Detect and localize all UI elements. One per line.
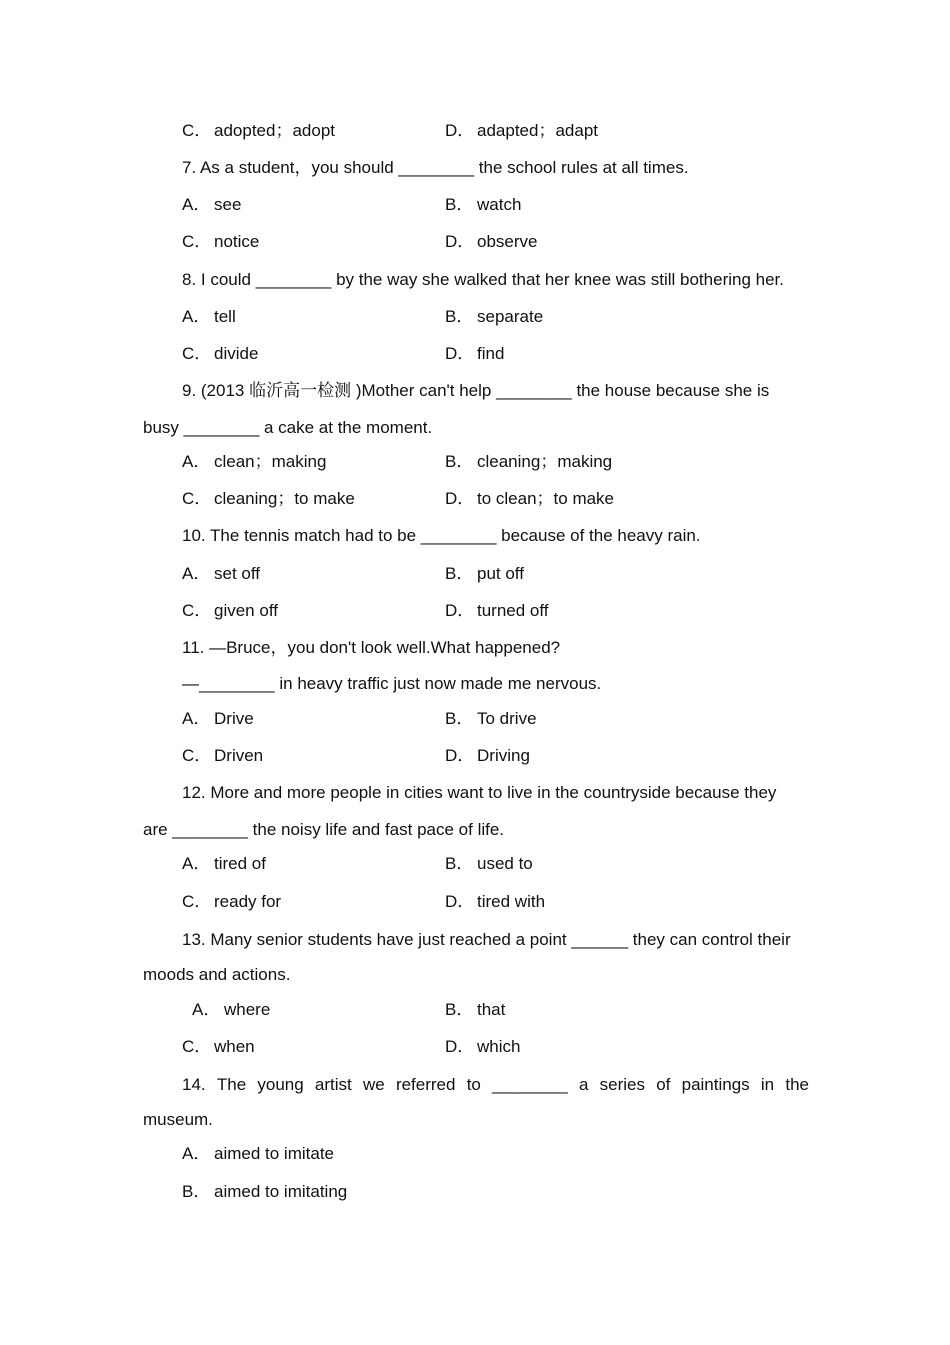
stem-word: 14. [182,1075,206,1094]
option-row [0,564,950,584]
stem-word: series [599,1075,645,1094]
option-d: D． adapted；adapt [445,121,598,140]
option-d: D． Driving [445,746,530,765]
option-b: B． used to [445,854,533,873]
option-d: D． which [445,1037,521,1056]
option-c: C． when [182,1037,255,1056]
stem-word: we [362,1075,385,1094]
option-row [0,1144,950,1164]
option-row [0,489,950,509]
option-b: B． put off [445,564,524,583]
option-d: D． turned off [445,601,549,620]
option-b: B． separate [445,307,544,326]
option-c: C． cleaning；to make [182,489,355,508]
option-a: A． tired of [182,854,266,873]
option-row [0,232,950,252]
question-12-stem-continued: are ________ the noisy life and fast pace of life. [143,820,505,839]
option-row [0,854,950,874]
option-a: A． see [182,195,242,214]
option-d: D． tired with [445,892,546,911]
option-a: A． Drive [182,709,254,728]
answer-blank: ________ [492,1075,568,1094]
option-row [0,121,950,141]
option-b: B． To drive [445,709,537,728]
stem-word: artist [314,1075,352,1094]
option-row [0,709,950,729]
option-row [0,746,950,766]
question-12-stem: 12. More and more people in cities want to live in the countryside because they [182,783,777,802]
question-9-stem-continued: busy ________ a cake at the moment. [143,418,433,437]
stem-word: paintings [681,1075,750,1094]
option-row [0,344,950,364]
option-row [0,892,950,912]
stem-word: referred [395,1075,456,1094]
stem-word: young [257,1075,304,1094]
option-b: B． watch [445,195,522,214]
option-c: C． notice [182,232,260,251]
stem-word: to [466,1075,481,1094]
option-row [0,452,950,472]
question-11-stem: 11. —Bruce，you don't look well.What happened? [182,638,561,657]
stem-word: of [656,1075,671,1094]
question-8-stem: 8. I could ________ by the way she walked that her knee was still bothering her. [182,270,784,289]
stem-word: a [578,1075,589,1094]
question-11-stem-continued: —________ in heavy traffic just now made me nervous. [182,674,602,693]
option-b: B． that [445,1000,506,1019]
question-13-stem-continued: moods and actions. [143,965,291,984]
option-b: B． cleaning；making [445,452,613,471]
option-a: A． tell [182,307,236,326]
question-14-stem-continued: museum. [143,1110,213,1129]
option-row [0,307,950,327]
option-a: A． aimed to imitate [182,1144,334,1163]
option-b: B． aimed to imitating [182,1182,348,1201]
question-10-stem: 10. The tennis match had to be ________ because of the heavy rain. [182,526,701,545]
option-row [0,1037,950,1057]
option-c: C． ready for [182,892,282,911]
option-c: C． given off [182,601,278,620]
option-row [0,1182,950,1202]
option-row [0,601,950,621]
option-row [0,195,950,215]
stem-word: the [785,1075,809,1094]
question-7-stem: 7. As a student，you should ________ the school rules at all times. [182,158,689,177]
option-a: A． where [192,1000,271,1019]
option-a: A． set off [182,564,260,583]
option-d: D． find [445,344,505,363]
question-13-stem: 13. Many senior students have just reached a point ______ they can control their [182,930,791,949]
option-c: C． divide [182,344,259,363]
stem-word: The [216,1075,247,1094]
stem-word: in [760,1075,775,1094]
option-d: D． observe [445,232,538,251]
option-a: A． clean；making [182,452,327,471]
question-9-stem: 9. (2013 临沂高一检测 )Mother can't help ________ the house because she is [182,381,770,400]
option-c: C． Driven [182,746,264,765]
question-14-stem [182,1075,809,1095]
option-d: D． to clean；to make [445,489,615,508]
option-c: C． adopted；adopt [182,121,335,140]
option-row [0,1000,950,1020]
